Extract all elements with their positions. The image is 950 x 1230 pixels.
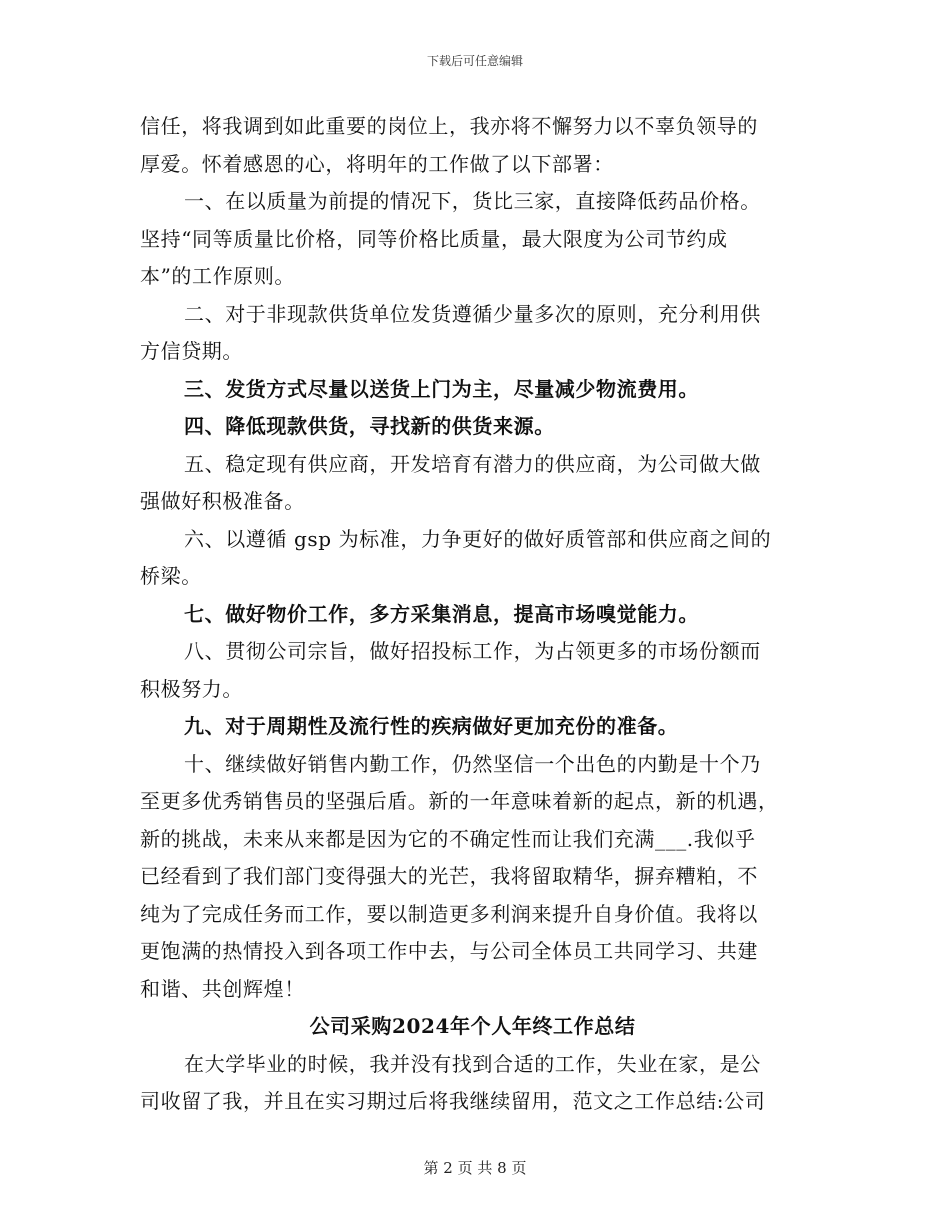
document-body [140, 108, 805, 1121]
paragraph-item-5 [140, 446, 805, 521]
paragraph-item-10 [140, 746, 805, 1009]
page-header: 下载后可任意编辑 [426, 54, 523, 68]
paragraph-intro [140, 1046, 805, 1121]
text-line: 本”的工作原则。 [140, 264, 296, 288]
text-line: 至更多优秀销售员的坚强后盾。新的一年意味着新的起点，新的机遇， [140, 789, 779, 813]
text-line: 十、继续做好销售内勤工作，仍然坚信一个出色的内勤是十个乃 [184, 751, 761, 776]
paragraph-item-1 [140, 183, 805, 296]
text-line: 司收留了我，并且在实习期过后将我继续留用，范文之工作总结:公司 [140, 1089, 766, 1113]
paragraph-item-2 [140, 296, 805, 371]
paragraph-item-7 [140, 596, 805, 634]
text-line: 强做好积极准备。 [140, 489, 305, 513]
text-line: 桥梁。 [140, 564, 202, 588]
text-line: 一、在以质量为前提的情况下，货比三家，直接降低药品价格。 [184, 189, 761, 213]
text-line: 更饱满的热情投入到各项工作中去，与公司全体员工共同学习、共建 [140, 939, 758, 963]
text-line: 九、对于周期性及流行性的疾病做好更加充份的准备。 [184, 714, 679, 738]
paragraph-item-6 [140, 521, 805, 596]
text-line: 五、稳定现有供应商，开发培育有潜力的供应商，为公司做大做 [184, 451, 761, 476]
text-line: 八、贯彻公司宗旨，做好招投标工作，为占领更多的市场份额而 [184, 639, 761, 663]
page-footer: 第 2 页 共 8 页 [423, 1159, 527, 1177]
text-line: 方信贷期。 [140, 339, 243, 363]
text-line: 四、降低现款供货，寻找新的供货来源。 [184, 414, 555, 438]
text-line: 已经看到了我们部门变得强大的光芒，我将留取精华，摒弃糟粕，不 [140, 864, 758, 888]
text-line: 厚爱。怀着感恩的心，将明年的工作做了以下部署： [140, 151, 614, 176]
text-line: 和谐、共创辉煌！ [140, 976, 305, 1001]
text-line: 纯为了完成任务而工作，要以制造更多利润来提升自身价值。我将以 [140, 901, 758, 926]
section-title-text: 公司采购2024年个人年终工作总结 [309, 1014, 636, 1038]
text-line: 三、发货方式尽量以送货上门为主，尽量减少物流费用。 [184, 376, 699, 401]
text-line: 六、以遵循 gsp 为标准，力争更好的做好质管部和供应商之间的 [184, 526, 772, 551]
text-line: 在大学毕业的时候，我并没有找到合适的工作，失业在家，是公 [184, 1051, 761, 1076]
paragraph-item-8 [140, 633, 805, 708]
text-line: 坚持“同等质量比价格，同等价格比质量，最大限度为公司节约成 [140, 226, 728, 251]
text-line: 七、做好物价工作，多方采集消息，提高市场嗅觉能力。 [184, 601, 699, 626]
paragraph-item-9 [140, 708, 805, 746]
section-title [140, 1008, 805, 1046]
paragraph-item-3 [140, 371, 805, 409]
text-line: 二、对于非现款供货单位发货遵循少量多次的原则，充分利用供 [184, 301, 761, 326]
paragraph [140, 108, 805, 183]
text-line: 信任，将我调到如此重要的岗位上，我亦将不懈努力以不辜负领导的 [140, 114, 758, 138]
text-line: 积极努力。 [140, 676, 243, 701]
paragraph-item-4 [140, 408, 805, 446]
text-line: 新的挑战，未来从来都是因为它的不确定性而让我们充满___.我似乎 [140, 826, 756, 851]
